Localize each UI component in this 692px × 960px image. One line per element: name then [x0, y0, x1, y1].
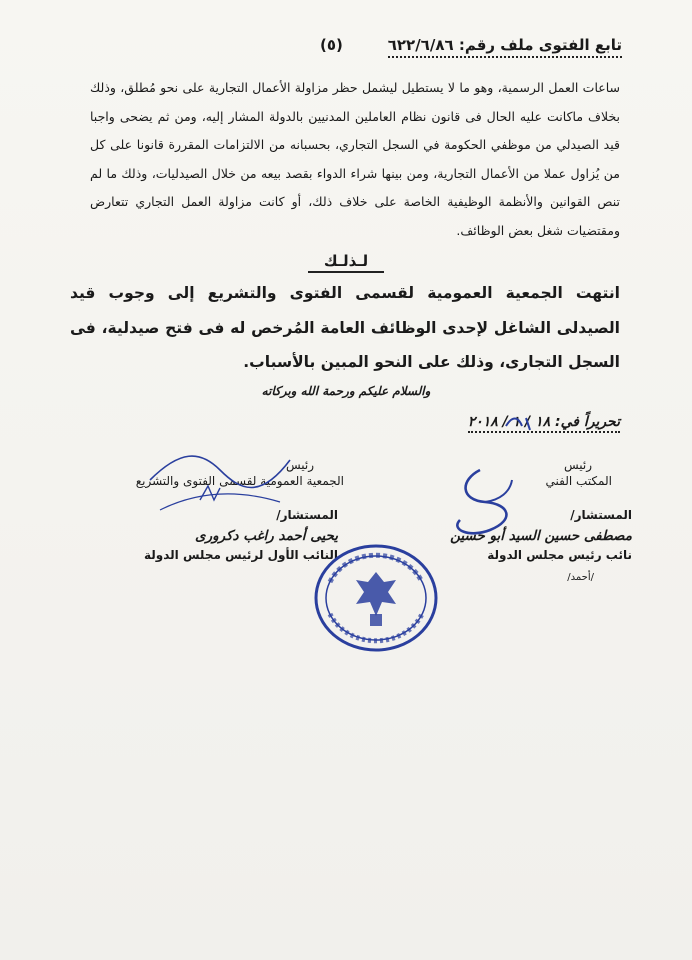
section-title-text: لـذلـك [308, 252, 384, 273]
signature-left-title: النائب الأول لرئيس مجلس الدولة [143, 548, 338, 562]
signature-right-head: رئيس [563, 458, 592, 472]
page-number: (٥) [320, 36, 343, 54]
official-seal [312, 542, 440, 654]
section-title [0, 252, 692, 270]
issue-date: تحريراً في: ١٨ / ١ / ٢٠١٨ [468, 414, 620, 433]
closing-greeting: والسلام عليكم ورحمة الله وبركاته [261, 384, 431, 398]
signature-right-name: مصطفى حسين السيد أبو حسين [450, 528, 632, 544]
file-reference: تابع الفتوى ملف رقم: ٦٢٢/٦/٨٦ [388, 36, 622, 58]
signature-right-body: المكتب الفني [545, 474, 612, 488]
signature-left-role: المستشار/ [276, 508, 338, 522]
page-header [70, 36, 622, 60]
signature-left-name: يحيى أحمد راغب دكرورى [195, 528, 338, 544]
signature-right-title: نائب رئيس مجلس الدولة [487, 548, 632, 562]
typist-initials: /أحمد/ [567, 572, 594, 583]
signature-left-head: رئيس [285, 458, 314, 472]
signature-block-left [74, 452, 344, 572]
signature-right-role: المستشار/ [570, 508, 632, 522]
body-paragraph: ساعات العمل الرسمية، وهو ما لا يستطيل ليشمل حظر مزاولة الأعمال التجارية على نحو مُطلق، وذلك بخلاف ماكانت عليه الحال فى قانون نظام العاملين المدنيين بالدولة المشار إليه، ومن ثم يضحى واجبا قيد الصيدلي من موظفي الحكومة في السجل التجاري، بحسبانه من الالتزامات المقررة قانونا على كل من يُزاول عملا من الأعمال التجارية، ومن بينها شراء الدواء بقصد بيعه من خلال الصيدليات، وذلك ما لم تنص القوانين والأنظمة الوظيفية الخاصة على خلاف ذلك، أو كانت مزاولة العمل التجاري تتعارض ومقتضيات شغل بعض الوظائف. [90, 80, 620, 238]
signature-left-body: الجمعية العمومية لقسمى الفتوى والتشريع [135, 474, 344, 488]
conclusion-paragraph: انتهت الجمعية العمومية لقسمى الفتوى والتشريع إلى وجوب قيد الصيدلى الشاغل لإحدى الوظائف العامة المُرخص له فى فتح صيدلية، فى السجل التجارى، وذلك على النحو المبين بالأسباب. [70, 284, 620, 371]
